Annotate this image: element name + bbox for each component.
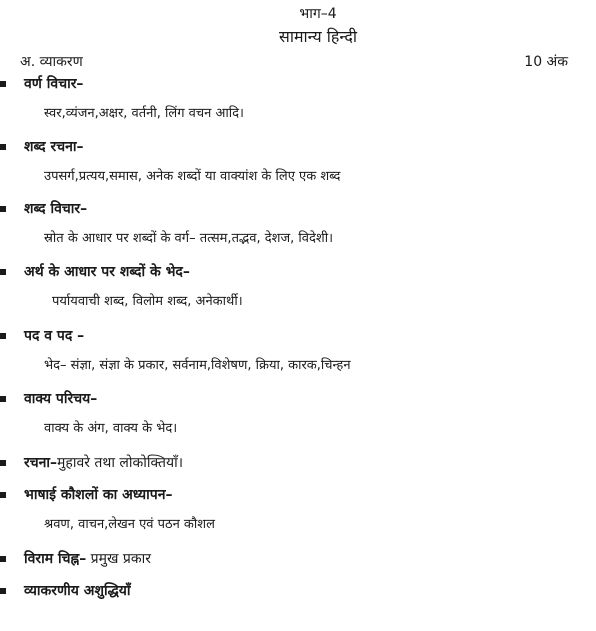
list-item-description: स्वर,व्यंजन,अक्षर, वर्तनी, लिंग वचन आदि। [44, 106, 244, 121]
list-item-description: स्रोत के आधार पर शब्दों के वर्ग– तत्सम,तद्भव, देशज, विदेशी। [44, 231, 334, 246]
bullet-icon [0, 81, 6, 87]
list-item-heading: पद व पद – [24, 325, 84, 347]
bullet-icon [0, 269, 6, 275]
list-item-description: पर्यायवाची शब्द, विलोम शब्द, अनेकार्थी। [52, 294, 243, 309]
list-item-description: वाक्य के अंग, वाक्य के भेद। [44, 421, 178, 436]
bullet-icon [0, 144, 6, 150]
bullet-icon [0, 588, 6, 594]
bullet-icon [0, 396, 6, 402]
list-item-description: उपसर्ग,प्रत्यय,समास, अनेक शब्दों या वाक्यांश के लिए एक शब्द [44, 169, 341, 184]
list-item-heading: विराम चिह्न– प्रमुख प्रकार [24, 548, 151, 570]
section-title: अ. व्याकरण [20, 54, 83, 70]
section-header [20, 52, 568, 72]
subject-heading: सामान्य हिन्दी [279, 27, 357, 46]
part-heading: भाग–4 [299, 6, 337, 22]
list-item-description: श्रवण, वाचन,लेखन एवं पठन कौशल [44, 517, 215, 532]
list-item-heading: रचना–मुहावरे तथा लोकोक्तियाँ। [24, 452, 183, 474]
bullet-icon [0, 206, 6, 212]
section-marks: 10 अंक [524, 54, 568, 70]
list-item-heading: भाषाई कौशलों का अध्यापन– [24, 484, 173, 506]
bullet-icon [0, 556, 6, 562]
list-item-heading: वर्ण विचार– [24, 73, 83, 95]
bullet-icon [0, 333, 6, 339]
list-item-heading: शब्द रचना– [24, 136, 84, 158]
list-item-heading: व्याकरणीय अशुद्धियाँ [24, 580, 131, 602]
list-item-heading: शब्द विचार– [24, 198, 87, 220]
list-item-description: भेद– संज्ञा, संज्ञा के प्रकार, सर्वनाम,विशेषण, क्रिया, कारक,चिन्हन [44, 358, 351, 373]
bullet-icon [0, 460, 6, 466]
bullet-icon [0, 492, 6, 498]
list-item-heading: वाक्य परिचय– [24, 388, 97, 410]
list-item-heading: अर्थ के आधार पर शब्दों के भेद– [24, 261, 190, 283]
